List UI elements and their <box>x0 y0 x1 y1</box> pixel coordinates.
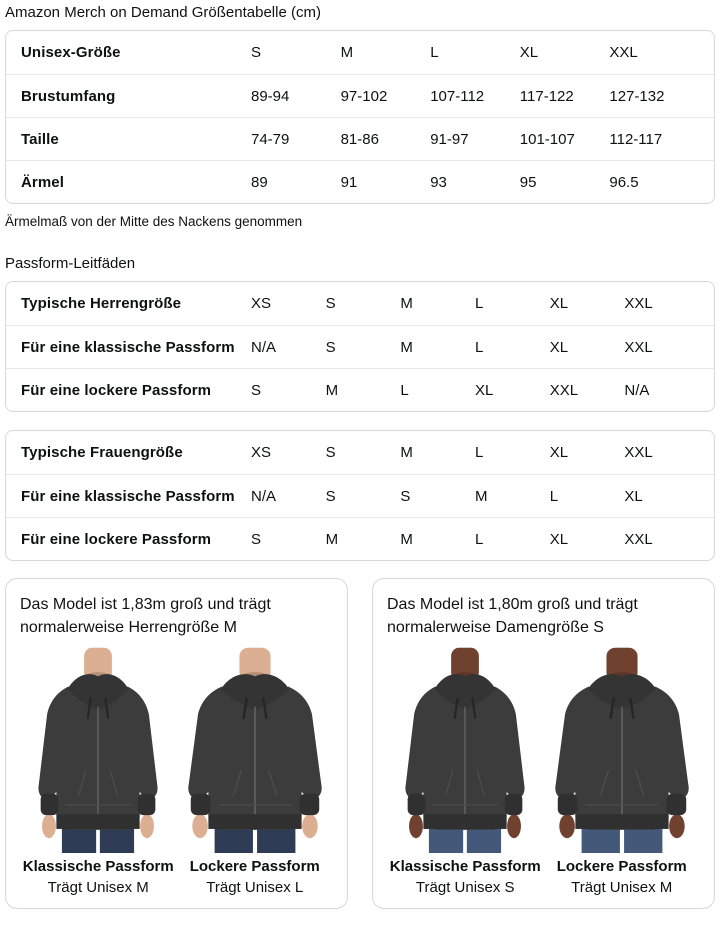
size-cell: N/A <box>624 381 650 399</box>
size-cell: S <box>251 44 262 61</box>
model-cards <box>5 578 715 909</box>
unisex-size-table <box>5 30 715 204</box>
size-cell: M <box>325 381 339 399</box>
size-cell: XS <box>251 295 272 312</box>
fit-label: Lockere Passform <box>556 858 687 875</box>
table-row <box>6 74 714 117</box>
row-label: Typische Frauengröße <box>21 444 183 461</box>
size-cell: M <box>325 530 339 548</box>
model-figure-classic <box>387 647 544 896</box>
mens-fit-table <box>5 281 715 412</box>
table-row <box>6 282 714 325</box>
size-cell: XL <box>549 530 569 548</box>
size-label: Trägt Unisex M <box>47 879 149 896</box>
size-cell: L <box>475 530 484 548</box>
size-cell: S <box>325 487 336 505</box>
table-row <box>6 431 714 474</box>
model-figure-loose <box>544 647 701 896</box>
row-label: Typische Herrengröße <box>21 295 182 312</box>
size-cell: XL <box>549 295 569 312</box>
row-label: Für eine lockere Passform <box>21 530 212 548</box>
row-label: Ärmel <box>21 173 65 191</box>
card-description: Das Model ist 1,80m groß und trägt normalerweise Damengröße S <box>387 596 638 636</box>
size-cell: 81-86 <box>340 130 379 148</box>
size-cell: M <box>400 530 413 548</box>
table-row <box>6 117 714 160</box>
size-cell: 91-97 <box>430 130 469 148</box>
size-cell: S <box>325 444 336 461</box>
male-model-loose-photo <box>172 647 338 853</box>
table-row <box>6 325 714 368</box>
fit-label: Klassische Passform <box>389 858 541 875</box>
row-label: Für eine klassische Passform <box>21 338 235 356</box>
model-figure-loose <box>177 647 334 896</box>
size-cell: XXL <box>624 295 653 312</box>
size-cell: L <box>475 338 484 356</box>
size-cell: 74-79 <box>251 130 290 148</box>
size-cell: 95 <box>519 173 537 191</box>
size-cell: XXL <box>549 381 579 399</box>
page-title: Amazon Merch on Demand Größentabelle (cm) <box>5 4 321 21</box>
male-model-classic-photo <box>24 647 172 853</box>
size-cell: XXL <box>624 338 653 356</box>
size-cell: S <box>400 487 411 505</box>
size-cell: S <box>325 338 336 356</box>
table-row <box>6 517 714 560</box>
row-label: Brustumfang <box>21 87 116 105</box>
size-cell: XL <box>519 44 539 61</box>
size-cell: XL <box>549 444 569 461</box>
size-cell: 97-102 <box>340 87 388 105</box>
size-cell: 89 <box>251 173 268 191</box>
size-cell: M <box>400 295 413 312</box>
size-cell: 117-122 <box>519 87 574 105</box>
size-cell: L <box>430 44 439 61</box>
table-row <box>6 474 714 517</box>
model-figures <box>20 647 333 896</box>
size-cell: M <box>400 338 413 356</box>
size-cell: 89-94 <box>251 87 290 105</box>
size-cell: 127-132 <box>609 87 665 105</box>
size-cell: 112-117 <box>609 130 663 148</box>
size-label: Trägt Unisex S <box>415 879 515 896</box>
womens-fit-table <box>5 430 715 561</box>
size-cell: N/A <box>251 338 277 356</box>
size-cell: XL <box>549 338 569 356</box>
row-label: Unisex-Größe <box>21 44 121 61</box>
table-row <box>6 368 714 411</box>
size-cell: XL <box>624 487 643 505</box>
size-cell: N/A <box>251 487 277 505</box>
female-model-loose-photo <box>539 647 705 853</box>
row-label: Für eine lockere Passform <box>21 381 212 399</box>
model-figure-classic <box>20 647 177 896</box>
size-cell: 107-112 <box>430 87 485 105</box>
size-cell: 91 <box>340 173 358 191</box>
size-cell: S <box>251 530 262 548</box>
size-cell: L <box>549 487 559 505</box>
fit-label: Klassische Passform <box>22 858 174 875</box>
model-figures <box>387 647 700 896</box>
size-cell: S <box>251 381 262 399</box>
size-cell: XL <box>475 381 494 399</box>
table-row <box>6 31 714 74</box>
size-cell: M <box>400 444 413 461</box>
size-cell: L <box>475 444 484 461</box>
size-cell: XXL <box>624 530 653 548</box>
female-model-classic-photo <box>391 647 539 853</box>
size-cell: M <box>340 44 354 61</box>
size-cell: M <box>475 487 488 505</box>
fit-guides-section-title: Passform-Leitfäden <box>5 255 136 272</box>
model-card-men <box>5 578 348 909</box>
size-cell: XXL <box>609 44 638 61</box>
size-cell: L <box>400 381 409 399</box>
size-label: Trägt Unisex M <box>571 879 673 896</box>
size-cell: S <box>325 295 336 312</box>
size-cell: 93 <box>430 173 447 191</box>
row-label: Für eine klassische Passform <box>21 487 235 505</box>
size-cell: 96.5 <box>609 173 639 191</box>
row-label: Taille <box>21 130 59 148</box>
table-row <box>6 160 714 203</box>
size-cell: 101-107 <box>519 130 575 148</box>
model-card-women <box>372 578 715 909</box>
size-label: Trägt Unisex L <box>206 879 304 896</box>
card-description: Das Model ist 1,83m groß und trägt normalerweise Herrengröße M <box>20 596 271 636</box>
size-cell: L <box>475 295 484 312</box>
fit-label: Lockere Passform <box>189 858 320 875</box>
size-cell: XXL <box>624 444 653 461</box>
size-cell: XS <box>251 444 272 461</box>
sleeve-measure-note: Ärmelmaß von der Mitte des Nackens genommen <box>5 214 303 229</box>
